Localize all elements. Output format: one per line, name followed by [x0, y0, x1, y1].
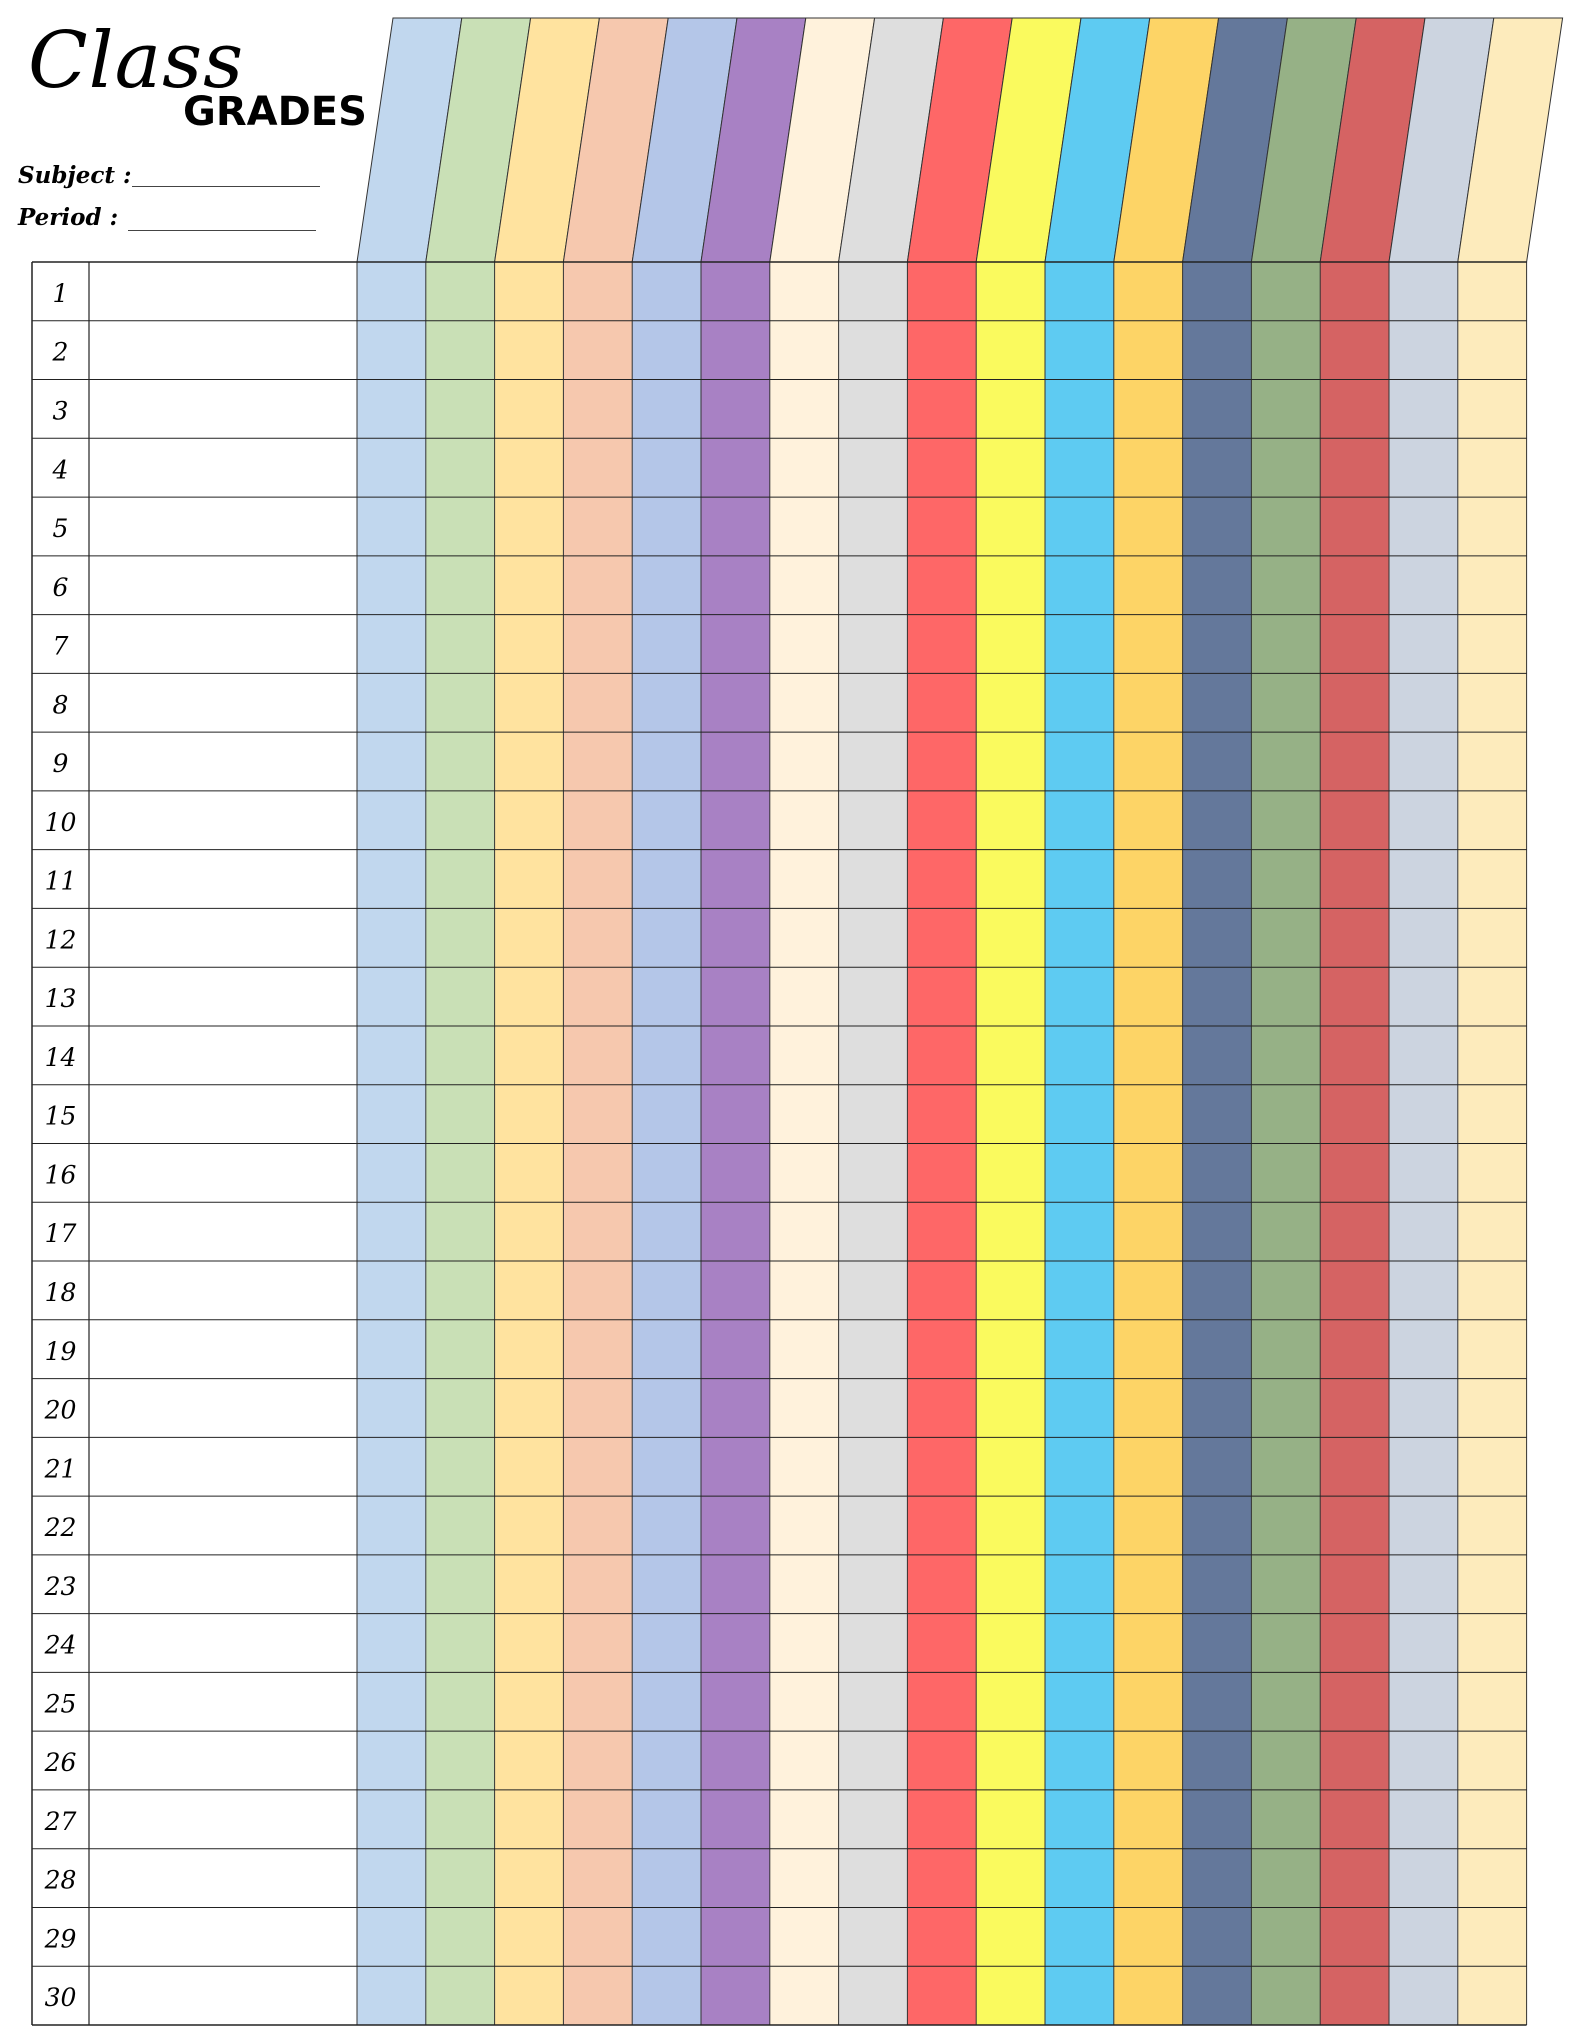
row-number: 8 [52, 690, 69, 720]
row-number: 17 [44, 1219, 77, 1249]
row-number: 3 [52, 396, 69, 426]
student-name-cell-23[interactable] [89, 1555, 357, 1614]
row-number: 28 [44, 1865, 77, 1895]
student-name-cell-3[interactable] [89, 380, 357, 439]
row-number: 27 [44, 1806, 77, 1836]
row-number: 19 [44, 1336, 77, 1366]
student-name-cell-2[interactable] [89, 321, 357, 380]
student-name-cell-10[interactable] [89, 791, 357, 850]
row-number: 13 [44, 984, 77, 1014]
student-name-cell-28[interactable] [89, 1849, 357, 1908]
row-number: 11 [44, 866, 77, 896]
row-number: 30 [44, 1983, 77, 2013]
student-name-cell-26[interactable] [89, 1731, 357, 1790]
student-name-cell-6[interactable] [89, 556, 357, 615]
student-name-cell-22[interactable] [89, 1496, 357, 1555]
student-name-cell-12[interactable] [89, 908, 357, 967]
student-name-cell-30[interactable] [89, 1966, 357, 2025]
row-number: 9 [52, 749, 69, 779]
period-label: Period : [18, 204, 119, 231]
subject-label: Subject : [18, 162, 132, 189]
row-number: 21 [44, 1454, 77, 1484]
row-number: 24 [44, 1630, 77, 1660]
row-number: 23 [44, 1571, 77, 1601]
row-number: 2 [52, 337, 69, 367]
student-name-cell-16[interactable] [89, 1144, 357, 1203]
row-number: 12 [44, 925, 77, 955]
row-number: 22 [44, 1513, 77, 1543]
row-number: 4 [52, 455, 69, 485]
student-name-cell-13[interactable] [89, 967, 357, 1026]
student-name-cell-11[interactable] [89, 850, 357, 909]
row-number: 18 [44, 1277, 77, 1307]
row-number: 20 [44, 1395, 77, 1425]
student-name-cell-20[interactable] [89, 1379, 357, 1438]
student-name-cell-21[interactable] [89, 1437, 357, 1496]
student-name-cell-27[interactable] [89, 1790, 357, 1849]
row-number: 14 [44, 1042, 77, 1072]
student-name-cell-8[interactable] [89, 673, 357, 732]
title-script: Class [28, 16, 245, 106]
student-name-cell-19[interactable] [89, 1320, 357, 1379]
student-name-cell-24[interactable] [89, 1614, 357, 1673]
row-number: 6 [52, 572, 69, 602]
row-number: 26 [44, 1748, 77, 1778]
title-bold: GRADES [183, 89, 367, 135]
row-number: 25 [44, 1689, 77, 1719]
student-name-cell-9[interactable] [89, 732, 357, 791]
row-number: 15 [44, 1101, 77, 1131]
row-number: 29 [44, 1924, 77, 1954]
student-name-cell-29[interactable] [89, 1907, 357, 1966]
student-name-cell-7[interactable] [89, 615, 357, 674]
student-name-cell-25[interactable] [89, 1672, 357, 1731]
row-number: 16 [44, 1160, 77, 1190]
student-name-cell-14[interactable] [89, 1026, 357, 1085]
row-number: 1 [52, 278, 69, 308]
student-name-cell-4[interactable] [89, 438, 357, 497]
student-name-cell-18[interactable] [89, 1261, 357, 1320]
row-number: 7 [52, 631, 69, 661]
row-number: 10 [44, 807, 77, 837]
student-name-cell-5[interactable] [89, 497, 357, 556]
student-name-cell-1[interactable] [89, 262, 357, 321]
student-name-cell-17[interactable] [89, 1202, 357, 1261]
student-name-cell-15[interactable] [89, 1085, 357, 1144]
row-number: 5 [52, 514, 69, 544]
